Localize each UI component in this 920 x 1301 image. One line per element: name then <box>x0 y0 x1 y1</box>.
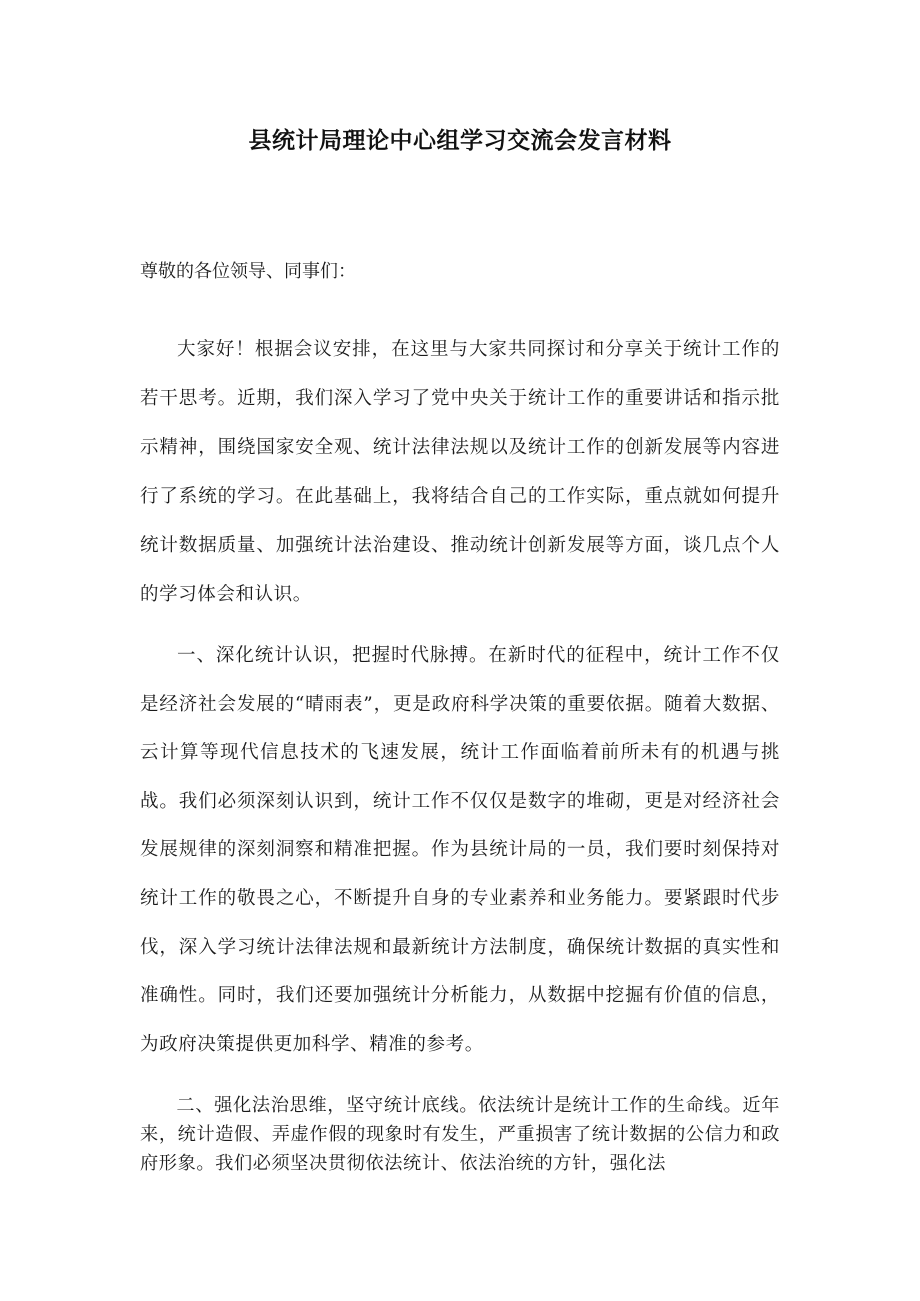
salutation: 尊敬的各位领导、同事们： <box>140 261 356 282</box>
document-title: 县统计局理论中心组学习交流会发言材料 <box>248 128 672 154</box>
paragraph-section-two: 二、强化法治思维，坚守统计底线。依法统计是统计工作的生命线。近年来，统计造假、弄虚作假的现象时有发生，严重损害了统计数据的公信力和政府形象。我们必须坚决贯彻依法统计、依法治统的方针，强化法 <box>140 1095 780 1174</box>
paragraph-section-one: 一、深化统计认识，把握时代脉搏。在新时代的征程中，统计工作不仅是经济社会发展的“晴雨表”，更是政府科学决策的重要依据。随着大数据、云计算等现代信息技术的飞速发展，统计工作面临着前所未有的机遇与挑战。我们必须深刻认识到，统计工作不仅仅是数字的堆砌，更是对经济社会发展规律的深刻洞察和精准把握。作为县统计局的一员，我们要时刻保持对统计工作的敬畏之心，不断提升自身的专业素养和业务能力。要紧跟时代步伐，深入学习统计法律法规和最新统计方法制度，确保统计数据的真实性和准确性。同时，我们还要加强统计分析能力，从数据中挖掘有价值的信息，为政府决策提供更加科学、精准的参考。 <box>140 645 780 1055</box>
paragraph-introduction: 大家好！根据会议安排，在这里与大家共同探讨和分享关于统计工作的若干思考。近期，我们深入学习了党中央关于统计工作的重要讲话和指示批示精神，围绕国家安全观、统计法律法规以及统计工作的创新发展等内容进行了系统的学习。在此基础上，我将结合自己的工作实际，重点就如何提升统计数据质量、加强统计法治建设、推动统计创新发展等方面，谈几点个人的学习体会和认识。 <box>140 339 780 605</box>
